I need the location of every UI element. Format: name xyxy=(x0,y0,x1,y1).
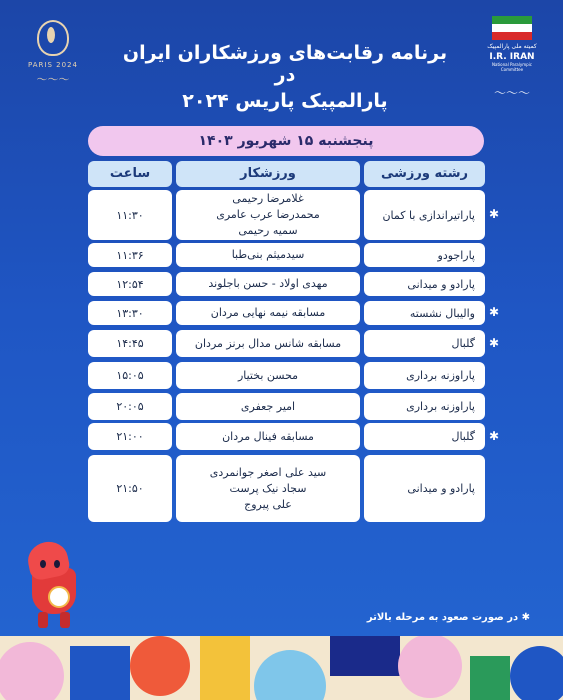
athlete-cell xyxy=(176,455,360,522)
iran-logo-persian: کمیته ملی پارالمپیک xyxy=(487,43,537,50)
athlete-cell xyxy=(176,362,360,389)
athlete-name: محسن بختیار xyxy=(237,368,299,382)
athlete-name: سیدمیثم بنی‌طبا xyxy=(231,248,305,261)
sport-cell: والیبال نشسته xyxy=(364,301,485,325)
athlete-cell xyxy=(176,423,360,450)
agitos-icon: 〜〜〜 xyxy=(493,86,530,100)
time-cell: ۲۰:۰۵ xyxy=(88,393,172,420)
time-cell: ۱۱:۳۶ xyxy=(88,243,172,267)
sport-cell: پاراتیراندازی با کمان xyxy=(364,190,485,240)
athlete-cell xyxy=(176,272,360,296)
time-cell: ۱۵:۰۵ xyxy=(88,362,172,389)
athlete-name: مسابقه فینال مردان xyxy=(222,429,314,443)
athlete-cell xyxy=(176,301,360,325)
paris-flame-icon xyxy=(37,20,69,56)
athlete-name: محمدرضا عرب عامری xyxy=(216,208,320,221)
sport-cell: پارادو و میدانی xyxy=(364,455,485,522)
decorative-pattern xyxy=(0,636,563,700)
phryge-mascot-image xyxy=(24,542,84,632)
athlete-name: علی پیروج xyxy=(244,497,292,511)
footnote xyxy=(300,612,530,623)
time-cell: ۱۴:۴۵ xyxy=(88,330,172,357)
sport-cell: گلبال xyxy=(364,423,485,450)
iran-logo-sub: National Paralympic Committee xyxy=(492,62,532,72)
page-title xyxy=(110,42,460,112)
star-icon: ✱ xyxy=(521,612,530,623)
column-header-sport: رشته ورزشی xyxy=(364,161,485,187)
title-line-2: پارالمپیک پاریس ۲۰۲۴ xyxy=(182,90,388,112)
iran-paralympic-logo xyxy=(481,16,543,101)
athlete-cell xyxy=(176,393,360,420)
paris-2024-logo xyxy=(22,20,84,87)
athlete-cell xyxy=(176,190,360,240)
sport-cell: گلبال xyxy=(364,330,485,357)
time-cell: ۲۱:۵۰ xyxy=(88,455,172,522)
time-cell: ۱۳:۳۰ xyxy=(88,301,172,325)
athlete-name: سجاد نیک پرست xyxy=(229,481,307,495)
athlete-cell xyxy=(176,243,360,267)
paris-logo-text: PARIS 2024 xyxy=(28,61,78,69)
time-cell: ۱۲:۵۴ xyxy=(88,272,172,296)
star-icon: ✱ xyxy=(489,305,500,319)
date-bar: پنجشنبه ۱۵ شهریور ۱۴۰۳ xyxy=(88,126,484,156)
star-icon: ✱ xyxy=(489,207,500,221)
athlete-name: مسابقه شانس مدال برنز مردان xyxy=(194,336,342,350)
athlete-name: مسابقه نیمه نهایی مردان xyxy=(210,306,326,319)
column-header-athlete: ورزشکار xyxy=(176,161,360,187)
athlete-name: امیر جعفری xyxy=(240,399,296,413)
star-icon: ✱ xyxy=(489,428,500,443)
column-header-time: ساعت xyxy=(88,161,172,187)
athlete-name: سید علی اصغر جوانمردی xyxy=(209,465,327,479)
sport-cell: پارادو و میدانی xyxy=(364,272,485,296)
iran-logo-name: I.R. IRAN xyxy=(489,52,535,62)
athlete-cell xyxy=(176,330,360,357)
athlete-name: غلامرضا رحیمی xyxy=(232,192,304,205)
sport-cell: پاراوزنه برداری xyxy=(364,362,485,389)
footnote-text: در صورت صعود به مرحله بالاتر xyxy=(366,612,519,623)
star-icon: ✱ xyxy=(489,335,500,350)
sport-cell: پاراوزنه برداری xyxy=(364,393,485,420)
athlete-name: مهدی اولاد - حسن باجلوند xyxy=(208,277,328,290)
sport-cell: پاراجودو xyxy=(364,243,485,267)
title-line-1: برنامه رقابت‌های ورزشکاران ایران در xyxy=(122,42,448,86)
time-cell: ۱۱:۳۰ xyxy=(88,190,172,240)
athlete-name: سمیه رحیمی xyxy=(238,224,298,237)
iran-flag-icon xyxy=(492,16,532,40)
time-cell: ۲۱:۰۰ xyxy=(88,423,172,450)
agitos-icon: 〜〜〜 xyxy=(36,73,70,86)
